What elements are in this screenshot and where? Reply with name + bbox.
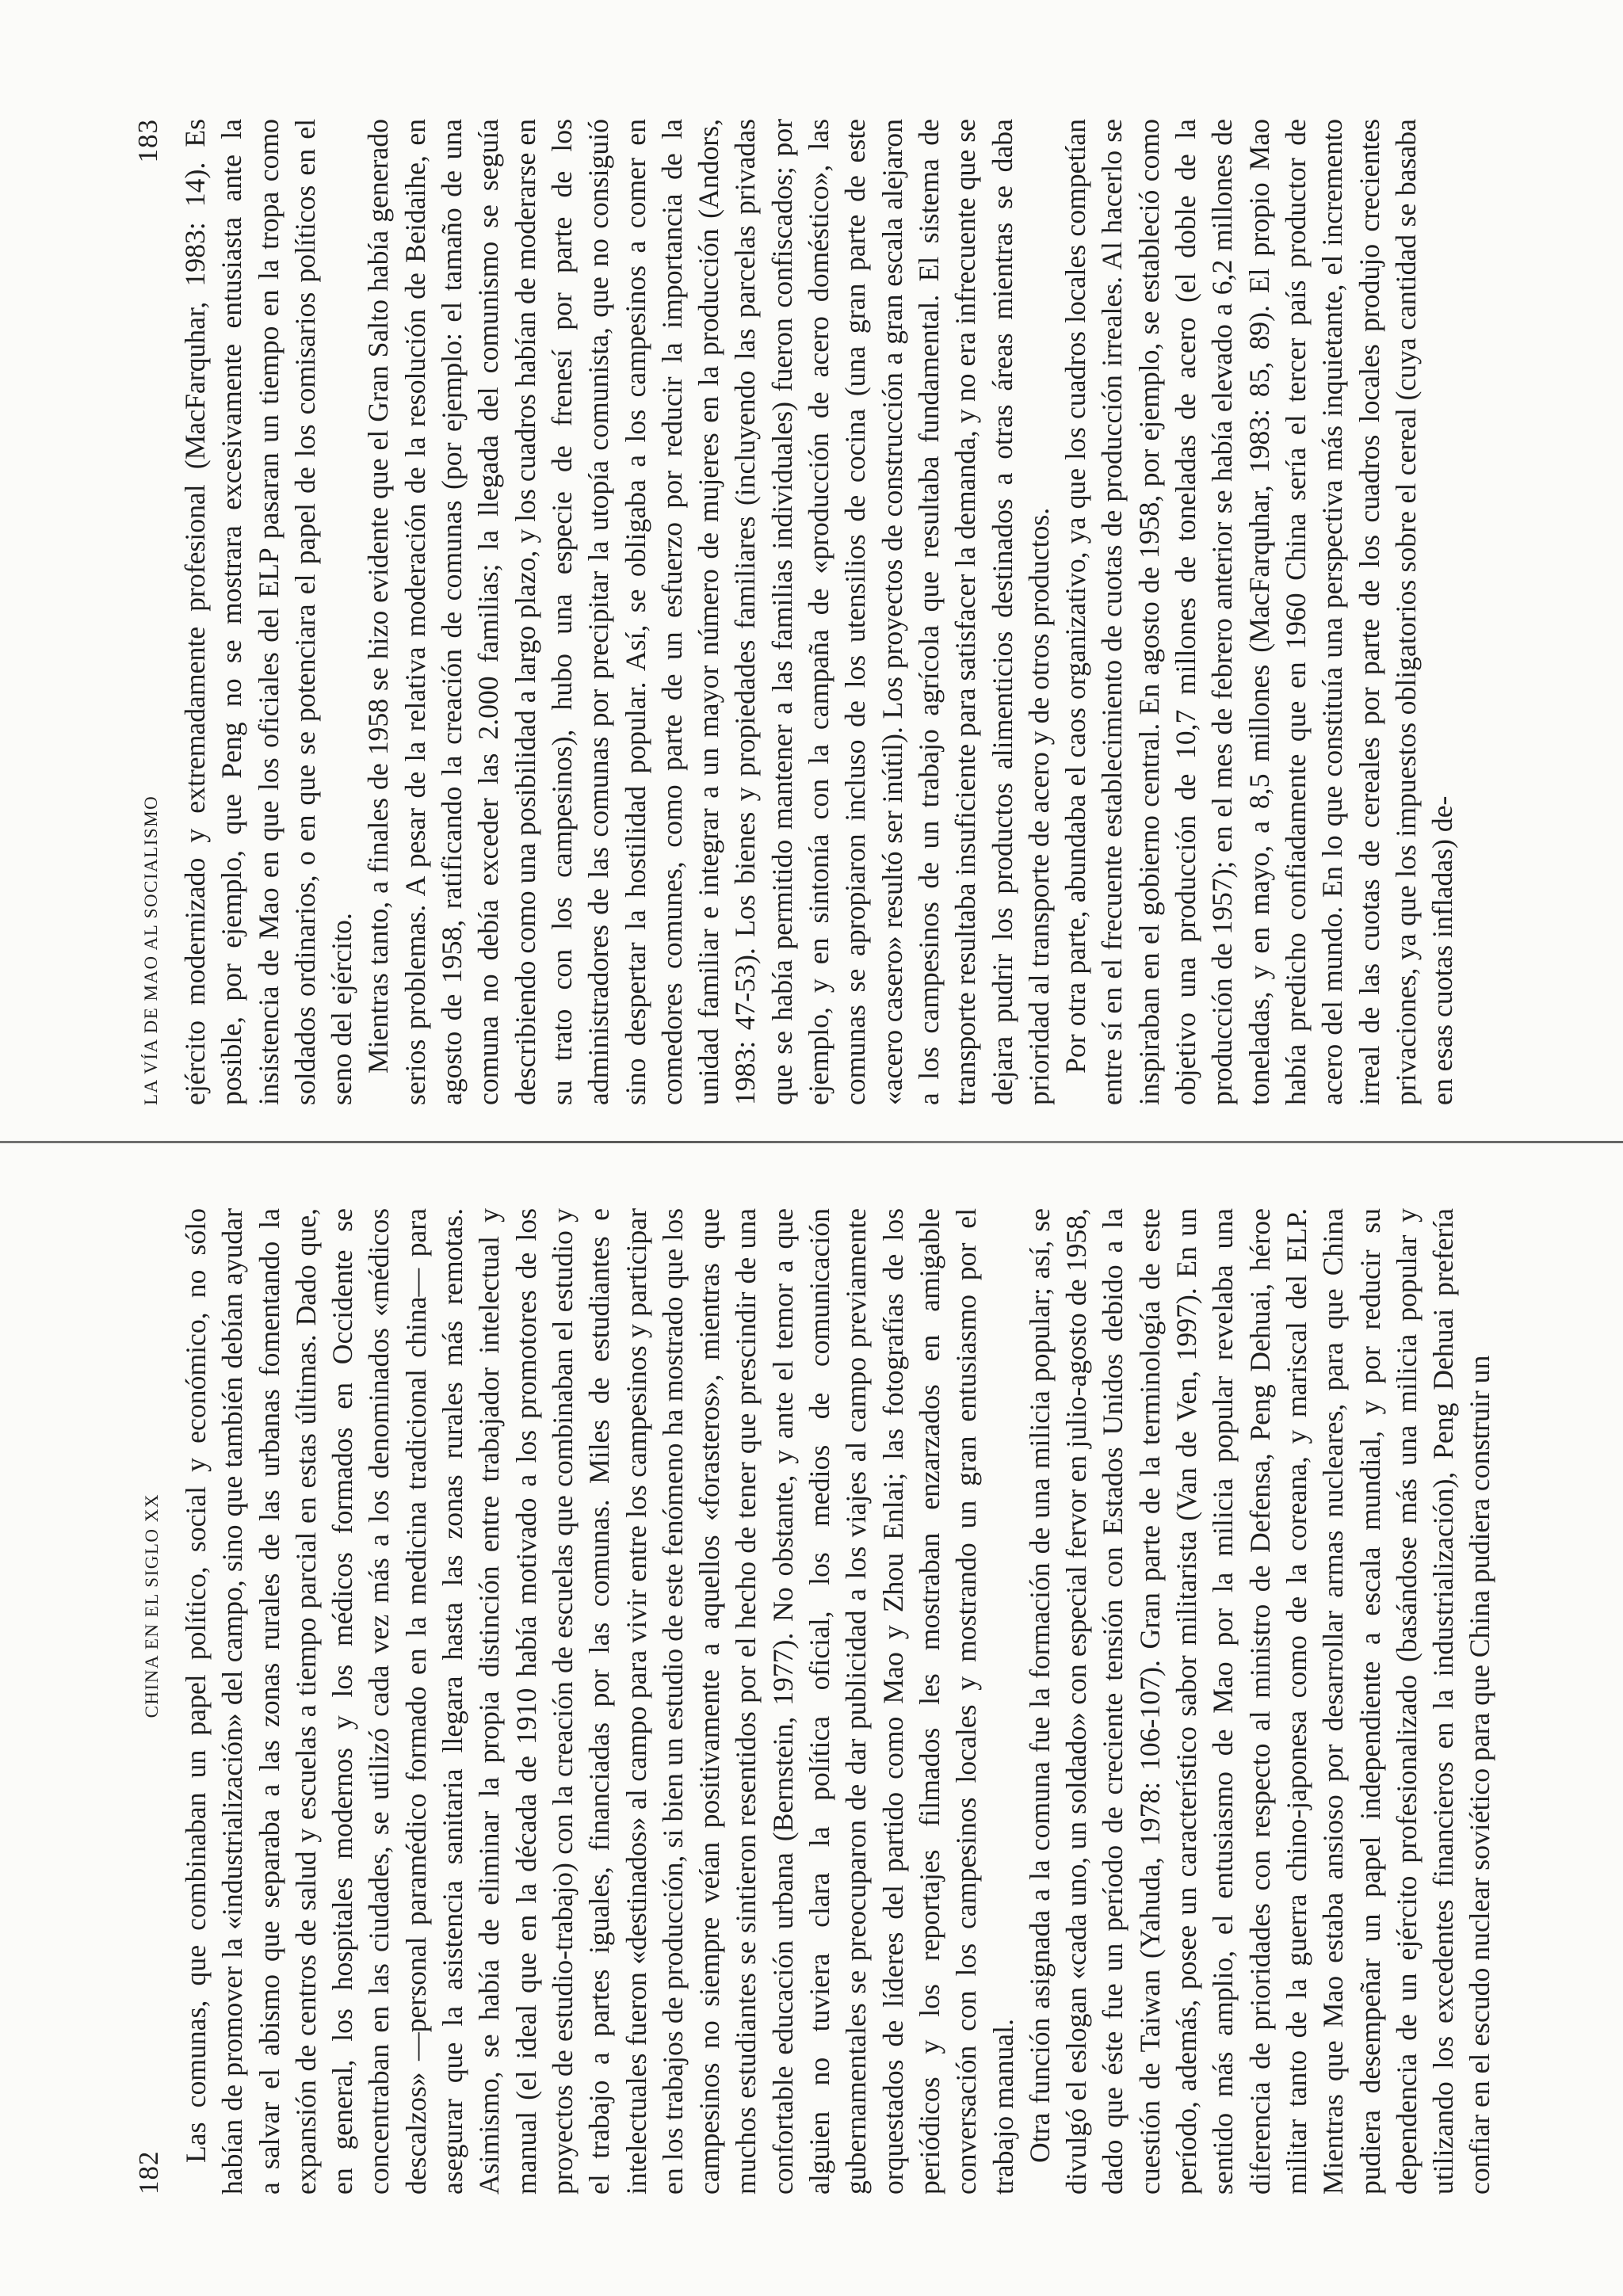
page-body — [177, 119, 1461, 1105]
paragraph: Por otra parte, abundaba el caos organizativo, ya que los cuadros locales competían entre sí en el frecuente establecimiento de cuotas de producción irreales. Al hacerlo se inspiraban en el gobierno central. En agosto de 1958, por ejemplo, se estableció como objetivo una producción de 10,7 millones de toneladas de acero (el doble de la producción de 1957); en el mes de febrero anterior se había elevado a 6,2 millones de toneladas, y en mayo, a 8,5 millones (MacFarquhar, 1983: 85, 89). El propio Mao había predicho confiadamente que en 1960 China sería el tercer país productor de acero del mundo. En lo que constituía una perspectiva más inquietante, el incremento irreal de las cuotas de cereales por parte de los cuadros locales produjo crecientes privaciones, ya que los impuestos obligatorios sobre el cereal (cuya cantidad se basaba en esas cuotas infladas) de- — [1060, 119, 1459, 1105]
running-head: CHINA EN EL SIGLO XX — [142, 1493, 162, 1718]
page-header — [133, 1208, 178, 2195]
left-page-182 — [133, 1208, 1556, 2195]
page-number: 183 — [132, 119, 163, 163]
running-head: LA VÍA DE MAO AL SOCIALISMO — [141, 795, 161, 1105]
paragraph: Otra función asignada a la comuna fue la formación de una milicia popular; así, se divulgó el eslogan «cada uno, un soldado» con especial fervor en julio-agosto de 1958, dado que éste fue un período de creciente tensión con Estados Unidos debido a la cuestión de Taiwan (Yahuda, 1978: 106-107). Gran parte de la terminología de este período, además, posee un característico sabor militarista (Van de Ven, 1997). En un sentido más amplio, el entusiasmo de Mao por la milicia popular revelaba una diferencia de prioridades con respecto al ministro de Defensa, Peng Dehuai, héroe militar tanto de la guerra chino-japonesa como de la coreana, y mariscal del ELP. Mientras que Mao estaba ansioso por desarrollar armas nucleares, para que China pudiera desempeñar un papel independiente a escala mundial, y por reducir su dependencia de un ejército profesionalizado (basándose más una milicia popular y utilizando los excedentes financieros en la industrialización), Peng Dehuai prefería confiar en el escudo nuclear soviético para que China pudiera construir un — [1023, 1208, 1496, 2195]
paragraph: Las comunas, que combinaban un papel político, social y económico, no sólo habían de promover la «industrialización» del campo, sino que también debían ayudar a salvar el abismo que separaba a las zonas rurales de las urbanas fomentando la expansión de centros de salud y escuelas a tiempo parcial en estas últimas. Dado que, en general, los hospitales modernos y los médicos formados en Occidente se concentraban en las ciudades, se utilizó cada vez más a los denominados «médicos descalzos» —personal paramédico formado en la medicina tradicional china— para asegurar que la asistencia sanitaria llegara hasta las zonas rurales más remotas. Asimismo, se había de eliminar la propia distinción entre trabajador intelectual y manual (el ideal que en la década de 1910 había motivado a los promotores de los proyectos de estudio-trabajo) con la creación de escuelas que combinaban el estudio y el trabajo a partes iguales, financiadas por las comunas. Miles de estudiantes e intelectuales fueron «destinados» al campo para vivir entre los campesinos y participar en los trabajos de producción, si bien un estudio de este fenómeno ha mostrado que los campesinos no siempre veían positivamente a aquellos «forasteros», mientras que muchos estudiantes se sintieron resentidos por el hecho de tener que prescindir de una confortable educación urbana (Bernstein, 1977). No obstante, y ante el temor a que alguien no tuviera clara la política oficial, los medios de comunicación gubernamentales se preocuparon de dar publicidad a los viajes al campo previamente orquestados de líderes del partido como Mao y Zhou Enlai; las fotografías de los periódicos y los reportajes filmados les mostraban enzarzados en amigable conversación con los campesinos locales y mostrando un gran entusiasmo por el trabajo manual. — [180, 1208, 1019, 2195]
right-page-183 — [132, 119, 1555, 1105]
page-number: 182 — [133, 2150, 164, 2195]
paragraph: ejército modernizado y extremadamente profesional (MacFarquhar, 1983: 14). Es posible, por ejemplo, que Peng no se mostrara excesivamente entusiasta ante la insistencia de Mao en que los oficiales del ELP pasaran un tiempo en la tropa como soldados ordinarios, o en que se potenciara el papel de los comisarios políticos en el seno del ejército. — [179, 119, 358, 1105]
page-body — [178, 1208, 1499, 2195]
page-gutter-divider — [0, 1141, 1623, 1143]
page-header — [132, 119, 177, 1105]
paragraph: Mientras tanto, a finales de 1958 se hizo evidente que el Gran Salto había generado serios problemas. A pesar de la relativa moderación de la resolución de Beidaihe, en agosto de 1958, ratificando la creación de comunas (por ejemplo: el tamaño de una comuna no debía exceder las 2.000 familias; la llegada del comunismo se seguía describiendo como una posibilidad a largo plazo, y los cuadros habían de moderarse en su trato con los campesinos), hubo una especie de frenesí por parte de los administradores de las comunas por precipitar la utopía comunista, que no consiguió sino despertar la hostilidad popular. Así, se obligaba a los campesinos a comer en comedores comunes, como parte de un esfuerzo por reducir la importancia de la unidad familiar e integrar a un mayor número de mujeres en la producción (Andors, 1983: 47-53). Los bienes y propiedades familiares (incluyendo las parcelas privadas que se había permitido mantener a las familias individuales) fueron confiscados; por ejemplo, y en sintonía con la campaña de «producción de acero doméstico», las comunas se apropiaron incluso de los utensilios de cocina (una gran parte de este «acero casero» resultó ser inútil). Los proyectos de construcción a gran escala alejaron a los campesinos de un trabajo agrícola que resultaba fundamental. El sistema de transporte resultaba insuficiente para satisfacer la demanda, y no era infrecuente que se dejara pudrir los productos alimenticios destinados a otras áreas mientras se daba prioridad al transporte de acero y de otros productos. — [362, 119, 1055, 1105]
